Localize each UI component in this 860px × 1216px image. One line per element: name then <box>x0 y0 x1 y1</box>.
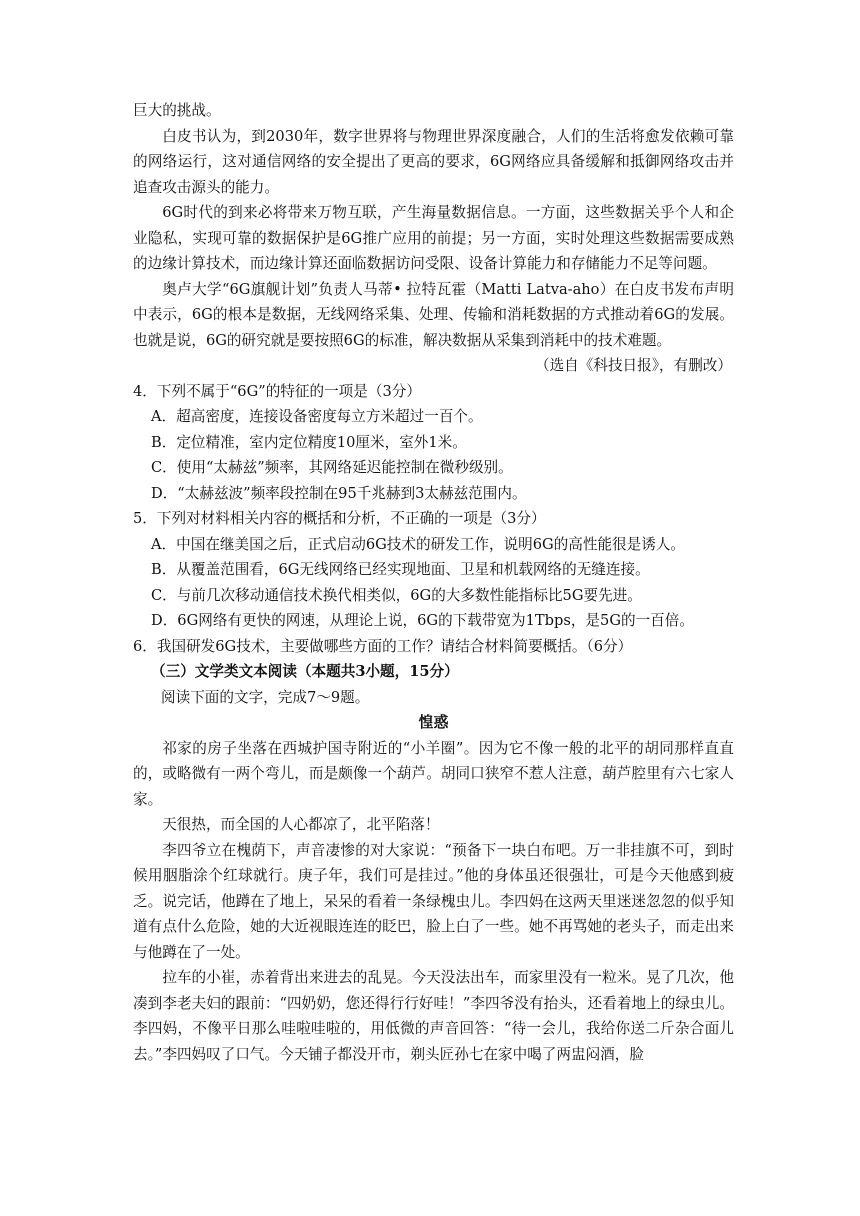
question-5-option-d: D．6G网络有更快的网速，从理论上说，6G的下载带宽为1Tbps，是5G的一百倍。 <box>151 612 694 629</box>
passage-paragraph: 奥卢大学“6G旗舰计划”负责人马蒂• 拉特瓦霍（Matti Latva-aho）在白皮书发布声明中表示，6G的根本是数据，无线网络采集、处理、传输和消耗数据的方式推动着6G的发展。也就是说，6G的研究就是要按照6G的标准，解决数据从采集到消耗中的技术难题。 <box>133 280 734 349</box>
question-4-stem: 4．下列不属于“6G”的特征的一项是（3分） <box>133 382 421 400</box>
story-paragraph: 拉车的小崔，赤着背出来进去的乱晃。今天没法出车，而家里没有一粒米。晃了几次，他凑到李老夫妇的跟前：“四奶奶，您还得行行好哇！”李四爷没有抬头，还看着地上的绿虫儿。李四妈，不像平日那么哇啦哇啦的，用低微的声音回答：“待一会儿，我给你送二斤杂合面儿去。”李四妈叹了口气。今天铺子都没开市，剃头匠孙七在家中喝了两盅闷酒，脸 <box>133 969 734 1063</box>
question-4-option-b: B．定位精准，室内定位精度10厘米，室外1米。 <box>151 433 467 451</box>
source-citation: （选自《科技日报》，有删改） <box>534 357 732 374</box>
question-4-option-c: C．使用“太赫兹”频率，其网络延迟能控制在微秒级别。 <box>151 459 513 476</box>
question-5-option-a: A．中国在继美国之后，正式启动6G技术的研发工作，说明6G的高性能很是诱人。 <box>151 535 686 553</box>
question-4-option-a: A．超高密度，连接设备密度每立方米超过一百个。 <box>151 408 483 425</box>
section-instruction: 阅读下面的文字，完成7～9题。 <box>161 688 370 706</box>
story-paragraph: 祁家的房子坐落在西城护国寺附近的“小羊圈”。因为它不像一般的北平的胡同那样直直的，或略微有一两个弯儿，而是颇像一个葫芦。胡同口狭窄不惹人注意，葫芦腔里有六七家人家。 <box>133 739 734 808</box>
passage-paragraph: 巨大的挑战。 <box>133 102 221 119</box>
story-title: 惶惑 <box>418 713 449 731</box>
question-5-option-b: B．从覆盖范围看，6G无线网络已经实现地面、卫星和机载网络的无缝连接。 <box>151 561 650 578</box>
question-5-option-c: C．与前几次移动通信技术换代相类似，6G的大多数性能指标比5G要先进。 <box>151 586 642 604</box>
question-5-stem: 5．下列对材料相关内容的概括和分析，不正确的一项是（3分） <box>133 510 546 527</box>
passage-paragraph: 白皮书认为，到2030年，数字世界将与物理世界深度融合，人们的生活将愈发依赖可靠的网络运行，这对通信网络的安全提出了更高的要求，6G网络应具备缓解和抵御网络攻击并追查攻击源头的能力。 <box>133 127 734 196</box>
section-heading: （三）文学类文本阅读（本题共3小题，15分） <box>151 663 459 680</box>
story-paragraph: 天很热，而全国的人心都凉了，北平陷落！ <box>162 816 440 833</box>
question-6-stem: 6．我国研发6G技术，主要做哪些方面的工作？请结合材料简要概括。（6分） <box>133 637 633 655</box>
passage-paragraph: 6G时代的到来必将带来万物互联，产生海量数据信息。一方面，这些数据关乎个人和企业隐私，实现可靠的数据保护是6G推广应用的前提；另一方面，实时处理这些数据需要成熟的边缘计算技术，而边缘计算还面临数据访问受限、设备计算能力和存储能力不足等问题。 <box>133 204 734 272</box>
question-4-option-d: D．“太赫兹波”频率段控制在95千兆赫到3太赫兹范围内。 <box>151 484 527 502</box>
story-paragraph: 李四爷立在槐荫下，声音凄惨的对大家说：“预备下一块白布吧。万一非挂旗不可，到时候用胭脂涂个红球就行。庚子年，我们可是挂过。”他的身体虽还很强壮，可是今天他感到疲乏。说完话，他蹲在了地上，呆呆的看着一条绿槐虫儿。李四妈在这两天里迷迷忽忽的似乎知道有点什么危险，她的大近视眼连连的眨巴，脸上白了一些。她不再骂她的老头子，而走出来与他蹲在了一处。 <box>133 841 734 961</box>
